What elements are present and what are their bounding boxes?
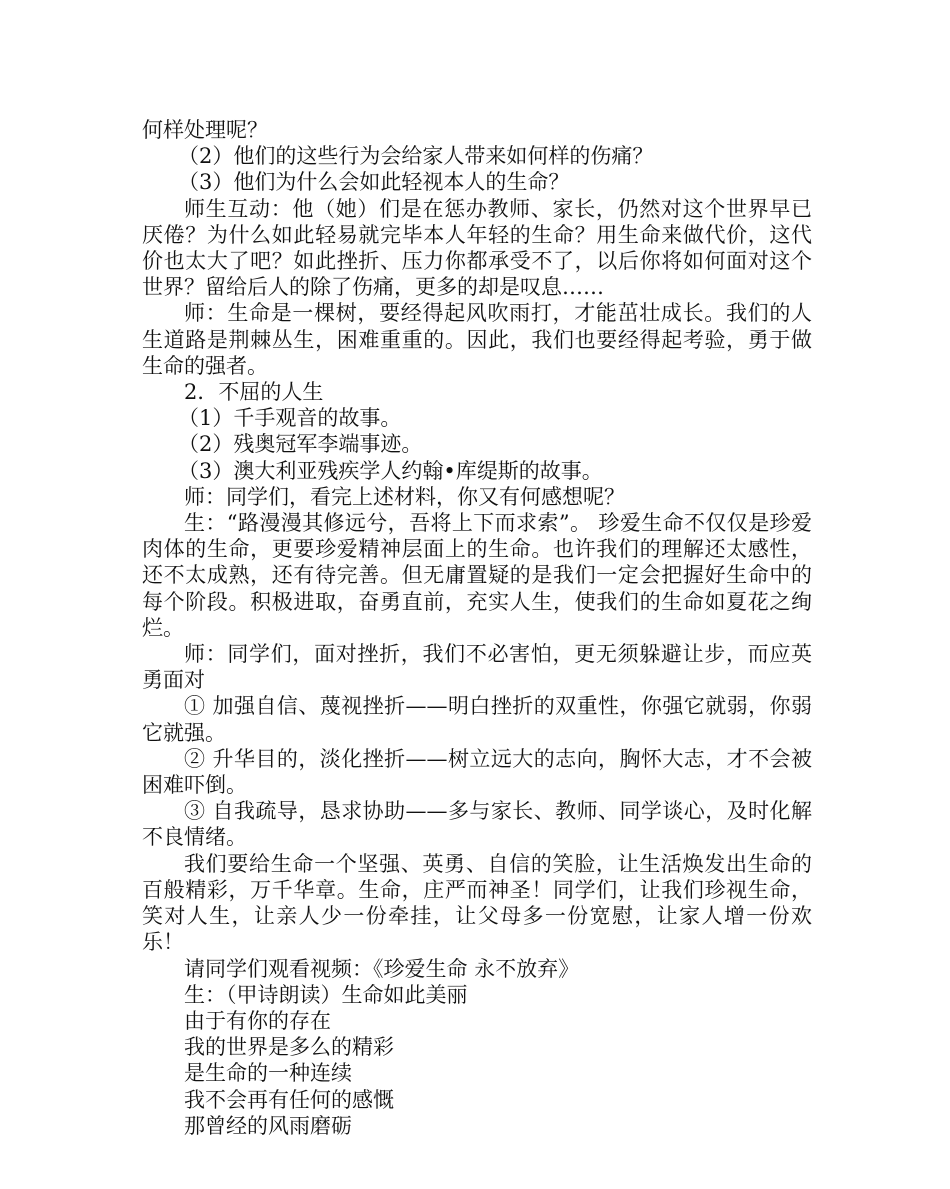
paragraph-2: （2）他们的这些行为会给家人带来如何样的伤痛？ (178, 144, 654, 169)
poem-line: 我不会再有任何的感慨 (184, 1087, 394, 1112)
poem-line: 那曾经的风雨磨砺 (184, 1113, 352, 1138)
paragraph-16: 我们要给生命一个坚强、英勇、自信的笑脸，让生活焕发出生命的百般精彩，万千华章。生命，庄严而神圣！同学们，让我们珍视生命，笑对人生，让亲人少一份牵挂，让父母多一份宽慰，让家人增一份欢乐！ (142, 851, 812, 955)
paragraph-4: 师生互动：他（她）们是在惩办教师、家长，仍然对这个世界早已厌倦？为什么如此轻易就完毕本人年轻的生命？用生命来做代价，这代价也太大了吧？如此挫折、压力你都承受不了，以后你将如何面对这个世界？留给后人的除了伤痛，更多的却是叹息…… (142, 196, 812, 300)
list-item: （2）残奥冠军李端事迹。 (178, 432, 423, 457)
poem-line: 生：（甲诗朗读）生命如此美丽 (184, 982, 468, 1007)
list-item: ① 加强自信、蔑视挫折——明白挫折的双重性，你强它就弱，你弱它就强。 (142, 694, 812, 745)
paragraph-1: 何样处理呢？ (142, 118, 268, 142)
list-item: （3）澳大利亚残疾学人约翰•库缇斯的故事。 (178, 458, 603, 483)
poem-line: 我的世界是多么的精彩 (184, 1035, 394, 1060)
list-item: ③ 自我疏导，恳求协助——多与家长、教师、同学谈心，及时化解不良情绪。 (142, 799, 812, 850)
paragraph-10: 师：同学们，看完上述材料，你又有何感想呢？ (184, 484, 625, 509)
paragraph-3: （3）他们为什么会如此轻视本人的生命？ (178, 170, 570, 195)
list-item: （1）千手观音的故事。 (178, 406, 402, 431)
poem-line: 由于有你的存在 (184, 1008, 331, 1033)
poem-line: 是生命的一种连续 (184, 1061, 352, 1086)
paragraph-11: 生：“路漫漫其修远兮，吾将上下而求索”。 珍爱生命不仅仅是珍爱肉体的生命，更要珍爱精神层面上的生命。也许我们的理解还太感性，还不太成熟，还有待完善。但无庸置疑的是我们一定会把握好生命中的每个阶段。积极进取，奋勇直前，充实人生，使我们的生命如夏花之绚烂。 (142, 511, 812, 640)
paragraph-17: 请同学们观看视频：《珍爱生命 永不放弃》 (184, 956, 580, 981)
document-page (142, 117, 812, 1139)
paragraph-12: 师：同学们，面对挫折，我们不必害怕，更无须躲避让步，而应英勇面对 (142, 642, 812, 693)
list-item: ② 升华目的，淡化挫折——树立远大的志向，胸怀大志，才不会被困难吓倒。 (142, 746, 812, 798)
section-heading-2: 2．不屈的人生 (184, 380, 324, 405)
paragraph-5: 师：生命是一棵树，要经得起风吹雨打，才能茁壮成长。我们的人生道路是荆棘丛生，困难重重的。因此，我们也要经得起考验，勇于做生命的强者。 (142, 301, 812, 378)
